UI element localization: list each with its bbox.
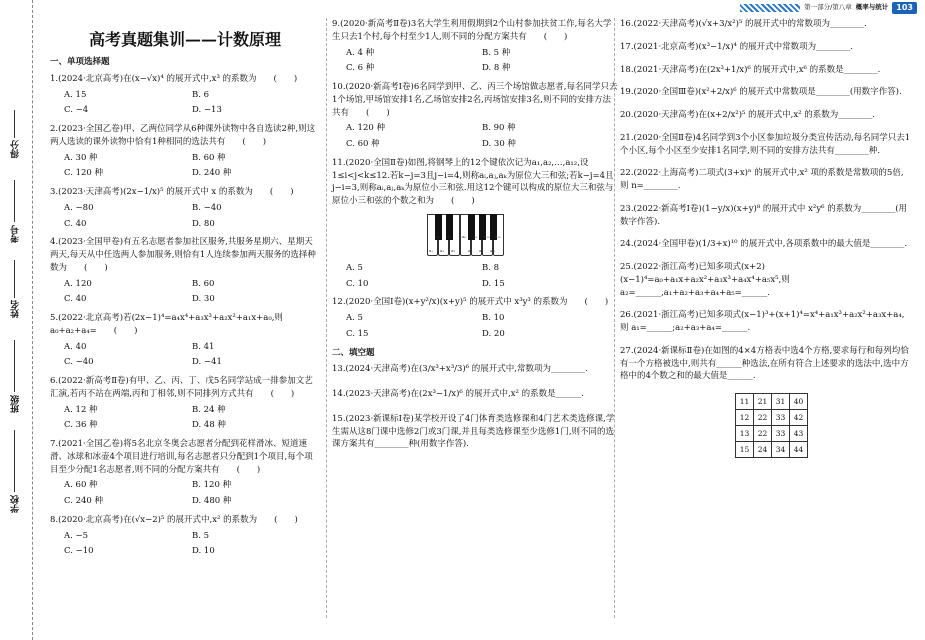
option-item: A. 120 种 (346, 123, 385, 134)
option-item: A. 15 (64, 89, 87, 100)
grid-cell: 44 (790, 442, 808, 458)
key-label: a₆ (462, 233, 466, 239)
question-item (50, 375, 320, 432)
option-list (332, 47, 618, 76)
option-item: C. −4 (64, 105, 89, 116)
key-label: a₇ (468, 247, 472, 253)
question-text: 7.(2021·全国乙卷)将5名北京冬奥会志愿者分配到花样滑冰、短道速滑、冰球和冰壶4个项目进行培训,每名志愿者只分配到1个项目,每个项目至少分配1名志愿者,则不同的分配方案共有 ( ) (50, 439, 313, 475)
grid-cell: 40 (790, 394, 808, 410)
option-list (332, 262, 618, 291)
fill-question: 18.(2021·天津高考)在(2x³+1/x)⁶ 的展开式中,x⁶ 的系数是________. (620, 64, 881, 75)
fill-list-3 (620, 18, 912, 383)
grid-cell: 24 (754, 442, 772, 458)
option-item: D. 30 种 (482, 139, 516, 149)
header-chapter: 概率与统计 (855, 3, 889, 12)
option-item: C. 36 种 (64, 420, 98, 431)
grid-cell: 11 (736, 394, 754, 410)
question-text: 3.(2023·天津高考)(2x−1/x)⁵ 的展开式中 x 的系数为 ( ) (50, 187, 294, 197)
grid-cell: 33 (772, 410, 790, 426)
question-item (50, 236, 320, 306)
option-item: C. 240 种 (64, 496, 104, 506)
score-line (14, 110, 15, 138)
column-1 (50, 18, 320, 564)
grid-cell: 42 (790, 410, 808, 426)
option-item: D. 480 种 (192, 496, 232, 506)
option-item: B. 5 种 (482, 47, 511, 58)
id-line (14, 180, 15, 222)
grid-cell: 34 (772, 442, 790, 458)
fill-question: 25.(2022·浙江高考)已知多项式(x+2)(x−1)⁴=a₀+a₁x+a₂x²+a₃x³+a₄x⁴+a₅x⁵,则 a₂=______,a₁+a₂+a₃+a₄+a₅=______. (620, 262, 790, 298)
option-item: B. 120 种 (192, 480, 232, 491)
option-item: A. 5 (346, 262, 363, 273)
fill-question: 26.(2021·浙江高考)已知多项式(x−1)³+(x+1)⁴=x⁴+a₁x³+a₂x²+a₃x+a₄,则 a₁=______;a₂+a₃+a₄=______. (620, 310, 905, 333)
question-text: 9.(2020·新高考Ⅱ卷)3名大学生利用假期到2个山村参加扶贫工作,每名大学生只去1个村,每个村至少1人,则不同的分配方案共有 ( ) (332, 19, 612, 42)
header-part: 第一部分/第八章 (804, 3, 852, 12)
option-item: D. 240 种 (192, 168, 232, 179)
option-item: D. 30 (192, 294, 215, 305)
option-item: D. 8 种 (482, 63, 511, 74)
question-item (50, 438, 320, 508)
option-item: B. 24 种 (192, 404, 226, 415)
option-item: D. 15 (482, 278, 505, 289)
option-list (50, 89, 320, 118)
question-text: 5.(2022·北京高考)若(2x−1)⁴=a₄x⁴+a₃x³+a₂x²+a₁x+a₀,则 a₀+a₂+a₄= ( ) (50, 313, 283, 336)
number-grid (735, 393, 808, 458)
option-item: B. −40 (192, 202, 222, 213)
question-text: 1.(2024·北京高考)在(x−√x)⁴ 的展开式中,x³ 的系数为 ( ) (50, 73, 298, 84)
fill-question: 17.(2021·北京高考)(x³−1/x)⁴ 的展开式中常数项为________. (620, 41, 853, 52)
option-item: B. 60 (192, 278, 215, 289)
question-item (50, 73, 320, 117)
option-item: D. 80 (192, 218, 215, 229)
option-list (332, 122, 618, 151)
option-item: A. −80 (64, 202, 94, 213)
margin-label-class: 班级 (11, 395, 21, 413)
binding-margin (0, 0, 46, 640)
key-label: a₁ (429, 247, 433, 253)
grid-cell: 33 (772, 426, 790, 442)
question-item (332, 157, 618, 291)
margin-label-school: 学校 (11, 495, 21, 513)
key-label: a₁₁ (490, 247, 496, 253)
question-text: 6.(2022·新高考Ⅱ卷)有甲、乙、丙、丁、戊5名同学站成一排参加文艺汇演,若丙不站在两端,丙和丁相邻,则不同排列方式共有 ( ) (50, 376, 313, 399)
grid-cell: 15 (736, 442, 754, 458)
option-item: C. −40 (64, 357, 94, 368)
question-item (50, 312, 320, 369)
option-item: D. 10 (192, 546, 215, 557)
grid-row (736, 410, 808, 426)
key-label: a₈ (473, 233, 477, 239)
question-item (332, 81, 618, 151)
option-item: C. 60 种 (346, 139, 380, 149)
option-item: B. 10 (482, 313, 505, 323)
option-item: A. 4 种 (346, 47, 375, 58)
grid-cell: 12 (736, 410, 754, 426)
option-item: B. 60 种 (192, 152, 226, 163)
page-number: 103 (892, 2, 917, 14)
school-line (14, 430, 15, 492)
option-item: C. 120 种 (64, 168, 104, 179)
option-item: C. 10 (346, 278, 369, 289)
question-item (332, 296, 618, 340)
column-3 (620, 18, 912, 458)
grid-cell: 22 (754, 410, 772, 426)
fill-question: 20.(2020·天津高考)在(x+2/x²)⁵ 的展开式中,x² 的系数为________. (620, 110, 875, 120)
grid-cell: 43 (790, 426, 808, 442)
option-item: C. 40 (64, 218, 87, 229)
option-item: B. 8 (482, 262, 500, 273)
fill-question: 27.(2024·新课标Ⅱ卷)在如图的4×4方格表中选4个方格,要求每行和每列均恰有一个方格被选中,则共有______种选法,在所有符合上述要求的选法中,选中方格中的4个数之和的最大值是______. (620, 345, 909, 382)
page-title: 高考真题集训——计数原理 (88, 30, 281, 49)
fill-question: 14.(2023·天津高考)在(2x³−1/x)⁶ 的展开式中,x² 的系数是______. (332, 389, 584, 399)
grid-cell: 22 (754, 426, 772, 442)
question-list-1 (50, 73, 320, 558)
option-item: C. 40 (64, 294, 87, 305)
option-item: D. 48 种 (192, 420, 226, 431)
option-list (50, 278, 320, 307)
key-label: a₂ (436, 233, 440, 239)
option-list (50, 530, 320, 559)
option-item: B. 41 (192, 341, 215, 352)
question-text: 8.(2020·北京高考)在(√x−2)⁵ 的展开式中,x² 的系数为 ( ) (50, 514, 298, 525)
option-list (50, 479, 320, 508)
grid-row (736, 426, 808, 442)
column-divider-1 (326, 18, 327, 618)
option-item: D. 20 (482, 328, 505, 339)
class-line (14, 340, 15, 392)
grid-cell: 13 (736, 426, 754, 442)
option-item: A. 60 种 (64, 480, 98, 491)
option-list (50, 152, 320, 181)
option-item: A. 120 (64, 278, 92, 289)
option-list (50, 404, 320, 433)
option-item: D. −13 (192, 105, 222, 116)
fill-question: 21.(2020·全国Ⅱ卷)4名同学到3个小区参加垃圾分类宣传活动,每名同学只去1个小区,每个小区至少安排1名同学,则不同的安排方法共有________种. (620, 132, 911, 156)
option-list (50, 202, 320, 231)
name-line (14, 260, 15, 298)
option-item: B. 5 (192, 530, 210, 541)
fill-question: 19.(2020·全国Ⅲ卷)(x²+2/x)⁶ 的展开式中常数项是________(用数字作答). (620, 87, 902, 98)
option-item: A. −5 (64, 530, 89, 541)
section-fill-in: 二、填空题 (332, 347, 375, 358)
question-list-2 (332, 18, 618, 341)
option-list (50, 341, 320, 370)
question-text: 10.(2020·新高考Ⅰ卷)6名同学到甲、乙、丙三个场馆做志愿者,每名同学只去1个场馆,甲场馆安排1名,乙场馆安排2名,丙场馆安排3名,则不同的安排方法共有 ( ) (332, 82, 618, 118)
option-item: A. 40 (64, 341, 87, 352)
key-label: a₅ (451, 247, 455, 253)
question-item (50, 186, 320, 230)
question-text: 4.(2023·全国甲卷)有五名志愿者参加社区服务,共服务星期六、星期天两天,每天从中任选两人参加服务,则恰有1人连续参加两天服务的选择种数为 ( ) (50, 237, 316, 273)
key-label: a₉ (479, 247, 483, 253)
fill-question: 16.(2022·天津高考)(√x+3/x²)⁵ 的展开式中的常数项为________. (620, 19, 867, 29)
fill-question: 13.(2024·天津高考)在(3/x³+x³/3)⁶ 的展开式中,常数项为________. (332, 364, 588, 375)
fill-question: 24.(2024·全国甲卷)(1/3+x)¹⁰ 的展开式中,各项系数中的最大值是________. (620, 239, 908, 250)
option-item: B. 6 (192, 89, 210, 100)
fill-question: 15.(2023·新课标Ⅰ卷)某学校开设了4门体育类选修课和4门艺术类选修课,学生需从这8门课中选修2门或3门课,并且每类选修课至少选修1门,则不同的选课方案共有________种(用数字作答). (332, 413, 615, 450)
grid-row (736, 394, 808, 410)
option-list (332, 312, 618, 341)
option-item: A. 12 种 (64, 404, 98, 415)
fill-list-2 (332, 363, 618, 451)
fill-question: 23.(2022·新高考Ⅰ卷)(1−y/x)(x+y)⁸ 的展开式中 x²y⁶ 的系数为________(用数字作答). (620, 203, 908, 227)
option-item: D. −41 (192, 357, 222, 368)
fill-question: 22.(2022·上海高考)二项式(3+x)ⁿ 的展开式中,x² 项的系数是常数项的5倍,则 n=________. (620, 168, 904, 191)
cut-line (32, 0, 33, 640)
grid-cell: 31 (772, 394, 790, 410)
option-item: B. 90 种 (482, 123, 516, 134)
margin-label-score: 得分 (11, 140, 21, 158)
option-item: C. −10 (64, 546, 94, 557)
page-header (740, 2, 917, 14)
option-item: A. 5 (346, 313, 363, 323)
grid-row (736, 442, 808, 458)
option-item: A. 30 种 (64, 152, 98, 163)
key-label: a₄ (447, 233, 451, 239)
option-item: C. 6 种 (346, 63, 375, 74)
piano-keys-figure (427, 214, 537, 258)
header-stripes (740, 4, 800, 12)
question-text: 11.(2020·全国Ⅱ卷)如图,将钢琴上的12个键依次记为a₁,a₂,…,a₁₂,设1≤i<j<k≤12.若k−j=3且j−i=4,则称aᵢ,aⱼ,aₖ为原位大三和弦;若k−j=4且j−i=3,则称aᵢ,aⱼ,aₖ为原位小三和弦.用这12个键可以构成的原位大三和弦与原位小三和弦的个数之和为 ( ) (332, 157, 614, 206)
question-item (50, 123, 320, 180)
question-text: 12.(2020·全国Ⅰ卷)(x+y²/x)(x+y)⁵ 的展开式中 x³y³ 的系数为 ( ) (332, 297, 609, 308)
column-2 (332, 18, 618, 463)
question-text: 2.(2023·全国乙卷)甲、乙两位同学从6种课外读物中各自选读2种,则这两人选读的课外读物中恰有1种相同的选法共有 ( ) (50, 124, 316, 147)
key-label: a₁₀ (484, 233, 490, 239)
key-label: a₃ (440, 247, 444, 253)
margin-label-name: 姓名 (11, 300, 21, 318)
margin-label-id: 考号 (11, 225, 21, 243)
question-item (332, 18, 618, 75)
key-label: a₁₂ (495, 233, 501, 239)
grid-cell: 21 (754, 394, 772, 410)
section-multiple-choice: 一、单项选择题 (50, 57, 110, 67)
option-item: C. 15 (346, 328, 369, 339)
question-item (50, 514, 320, 558)
